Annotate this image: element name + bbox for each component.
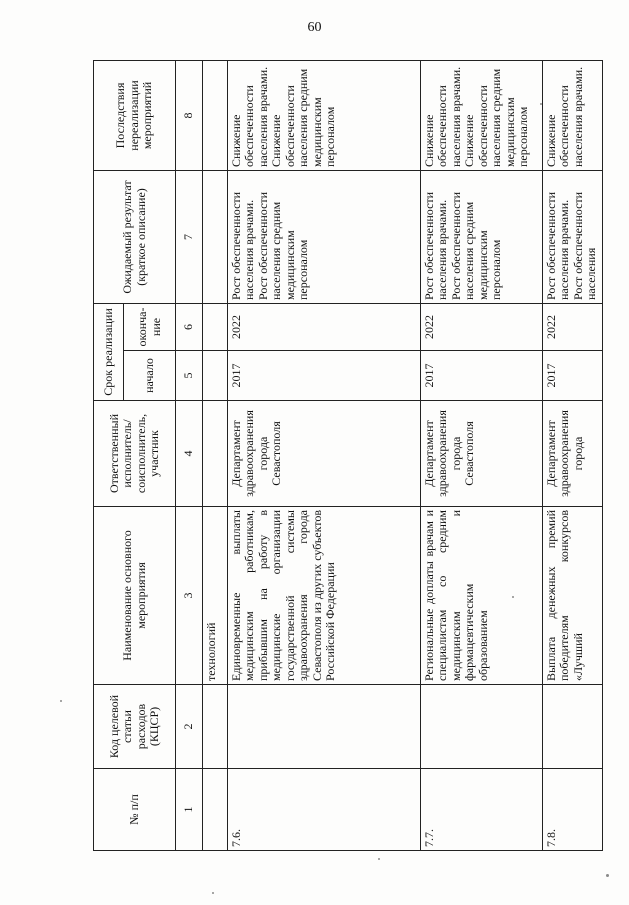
column-number: 3 <box>176 507 203 685</box>
row-num: 7.6. <box>228 769 421 851</box>
scan-speck <box>378 858 380 860</box>
measures-table <box>93 60 603 851</box>
column-number-row <box>176 60 203 850</box>
carryover-cell <box>203 60 228 170</box>
row-consequences: Снижение обеспеченности населения врачами. Снижение обеспеченности населения средним медицинским персоналом <box>421 60 543 170</box>
row-start: 2017 <box>228 351 421 401</box>
header-code: Код целевой статьи расходов (КЦСР) <box>94 685 176 769</box>
row-name: Единовременные выплаты медицинским работникам, прибывшим на работу в медицинские организации государственной системы здравоохранения города Севастополя из других субъектов Российской Федерации <box>228 507 421 685</box>
scan-speck <box>212 892 214 894</box>
row-code <box>543 685 603 769</box>
row-result: Рост обеспеченности населения врачами. Рост обеспеченности населения средним медицинским персоналом <box>228 170 421 303</box>
carryover-cell <box>203 769 228 851</box>
row-code <box>421 685 543 769</box>
row-name: Выплата денежных премий победителям конкурсов «Лучший <box>543 507 603 685</box>
carryover-cell <box>203 351 228 401</box>
header-result: Ожидаемый результат (краткое описание) <box>94 170 176 303</box>
column-number: 5 <box>176 351 203 401</box>
scan-speck <box>606 874 609 877</box>
row-code <box>228 685 421 769</box>
column-number: 4 <box>176 401 203 507</box>
header-consequences: Последствия нереализации мероприятий <box>94 60 176 170</box>
column-number: 6 <box>176 303 203 350</box>
row-responsible: Департамент здравоохранения города Севастополя <box>228 401 421 507</box>
row-responsible: Департамент здравоохранения города <box>543 401 603 507</box>
row-consequences: Снижение обеспеченности населения врачами. <box>543 60 603 170</box>
row-num: 7.8. <box>543 769 603 851</box>
row-end: 2022 <box>228 303 421 350</box>
row-result: Рост обеспеченности населения врачами. Рост обеспеченности населения <box>543 170 603 303</box>
row-start: 2017 <box>421 351 543 401</box>
row-end: 2022 <box>421 303 543 350</box>
scan-speck <box>60 700 62 702</box>
row-name: Региональные доплаты врачам и специалистам со средним медицинским и фармацевтическим образованием <box>421 507 543 685</box>
rotated-table-area <box>93 61 602 851</box>
row-end: 2022 <box>543 303 603 350</box>
header-row-top <box>94 60 124 850</box>
header-end: оконча-ние <box>124 303 176 350</box>
column-number: 8 <box>176 60 203 170</box>
row-result: Рост обеспеченности населения врачами. Рост обеспеченности населения средним медицинским персоналом <box>421 170 543 303</box>
header-start: начало <box>124 351 176 401</box>
carryover-cell <box>203 401 228 507</box>
column-number: 2 <box>176 685 203 769</box>
carryover-cell <box>203 303 228 350</box>
scan-speck <box>512 596 514 598</box>
carryover-cell <box>203 685 228 769</box>
table-row <box>543 60 603 850</box>
carryover-row <box>203 60 228 850</box>
column-number: 7 <box>176 170 203 303</box>
header-term: Срок реализации <box>94 303 124 400</box>
column-number: 1 <box>176 769 203 851</box>
row-consequences: Снижение обеспеченности населения врачами. Снижение обеспеченности населения средним медицинским персоналом <box>228 60 421 170</box>
header-responsible: Ответственный исполнитель/ соисполнитель, участник <box>94 401 176 507</box>
table-row <box>421 60 543 850</box>
row-num: 7.7. <box>421 769 543 851</box>
table-row <box>228 60 421 850</box>
rotated-table-frame <box>93 61 602 851</box>
scan-speck <box>540 103 542 105</box>
row-start: 2017 <box>543 351 603 401</box>
header-num: № п/п <box>94 769 176 851</box>
carryover-cell <box>203 170 228 303</box>
page-number: 60 <box>307 20 322 35</box>
row-responsible: Департамент здравоохранения города Севастополя <box>421 401 543 507</box>
carryover-name: технологий <box>203 507 228 685</box>
header-name: Наименование основного мероприятия <box>94 507 176 685</box>
